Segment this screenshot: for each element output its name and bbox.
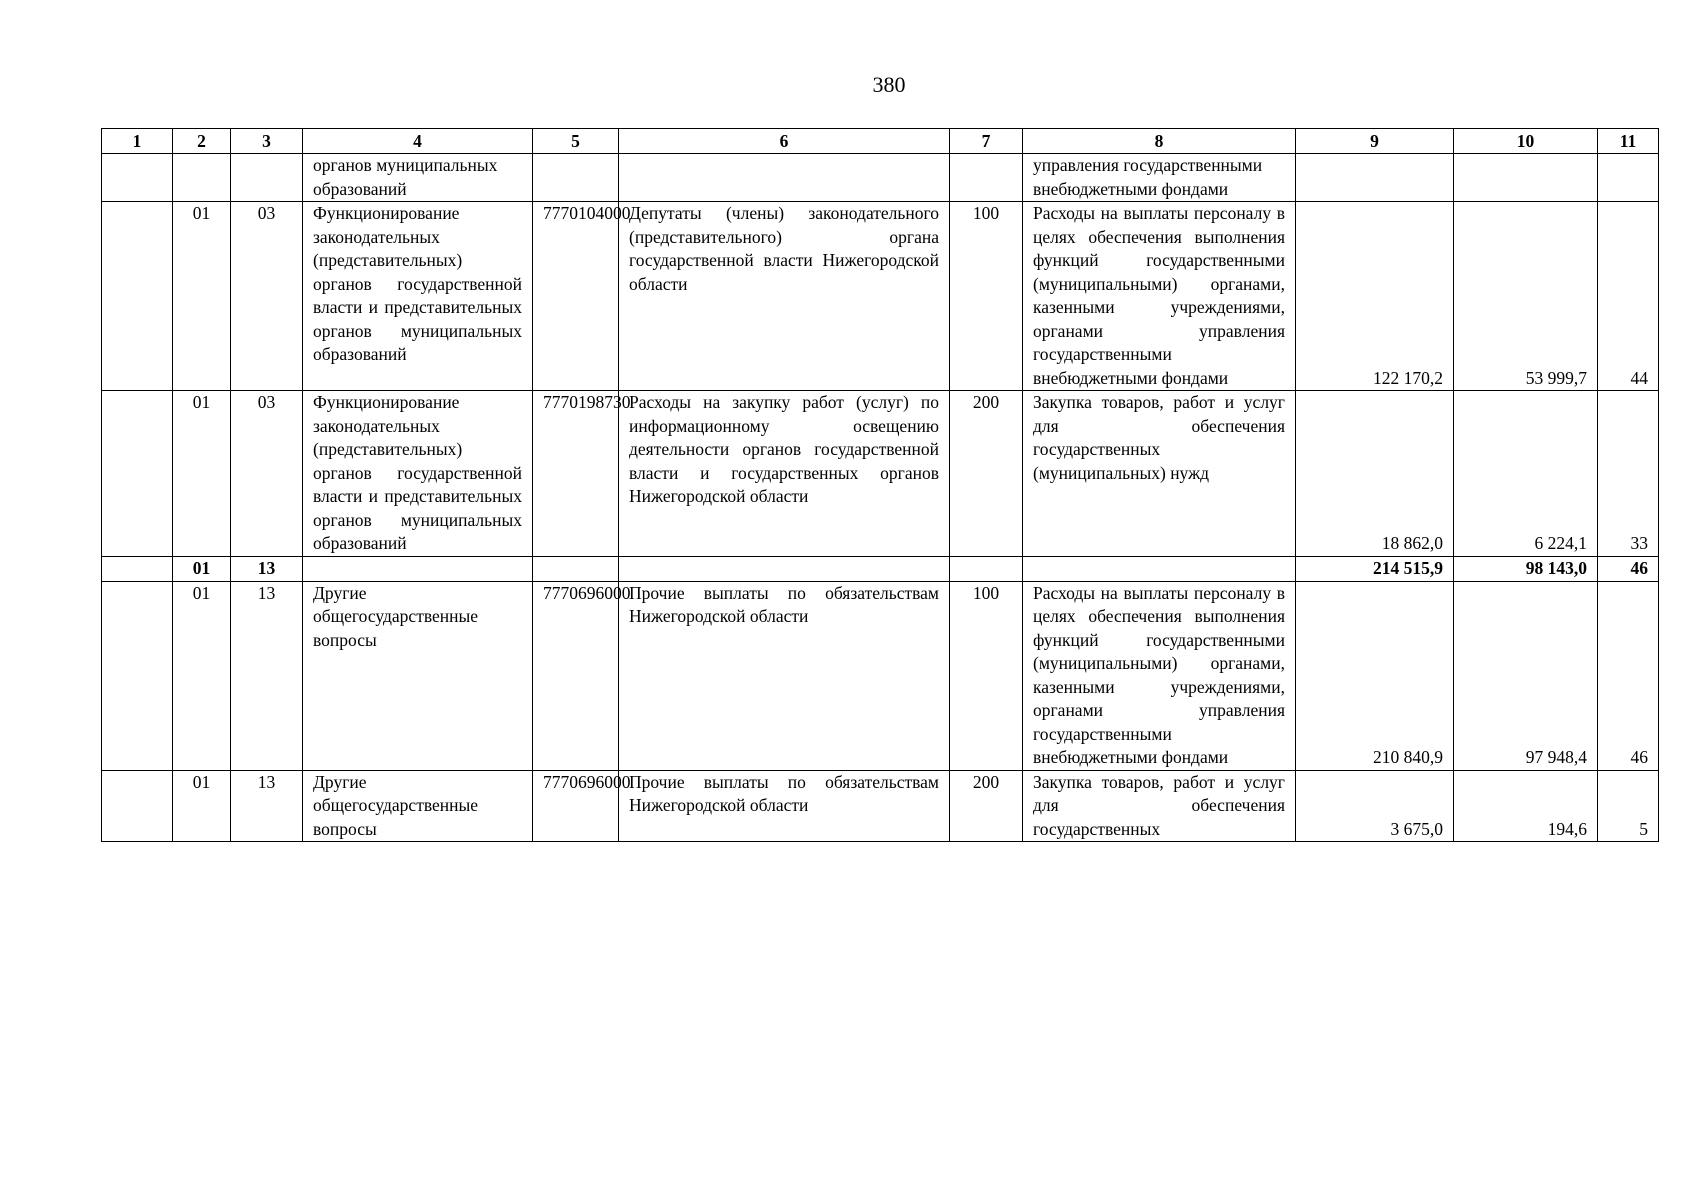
cell-expense-name [1023, 556, 1296, 581]
header-cell: 1 [102, 129, 173, 154]
cell-target-code [533, 154, 619, 202]
cell-actual: 98 143,0 [1454, 556, 1598, 581]
cell-col1 [102, 770, 173, 842]
cell-section: 01 [173, 202, 231, 391]
cell-target-code: 7770104000 [533, 202, 619, 391]
cell-target-name: Расходы на закупку работ (услуг) по информационному освещению деятельности органов государственной власти и государственных органов Нижегородской области [619, 391, 950, 557]
cell-expense-name: Закупка товаров, работ и услуг для обеспечения государственных [1023, 770, 1296, 842]
cell-target-name: Депутаты (члены) законодательного (представительного) органа государственной власти Нижегородской области [619, 202, 950, 391]
cell-subsection: 13 [231, 556, 303, 581]
header-cell: 8 [1023, 129, 1296, 154]
cell-target-code [533, 556, 619, 581]
cell-section: 01 [173, 556, 231, 581]
header-cell: 10 [1454, 129, 1598, 154]
cell-section: 01 [173, 391, 231, 557]
cell-expense-name: Расходы на выплаты персоналу в целях обеспечения выполнения функций государственными (муниципальными) органами, казенными учреждениями, органами управления государственными внебюджетными фондами [1023, 581, 1296, 770]
cell-target-code: 7770198730 [533, 391, 619, 557]
cell-expense-type [950, 154, 1023, 202]
header-cell: 4 [303, 129, 533, 154]
subtotal-row [102, 556, 1659, 581]
cell-percent: 5 [1598, 770, 1659, 842]
cell-section [173, 154, 231, 202]
cell-expense-type: 100 [950, 202, 1023, 391]
cell-expense-type: 200 [950, 770, 1023, 842]
cell-expense-name: Закупка товаров, работ и услуг для обеспечения государственных (муниципальных) нужд [1023, 391, 1296, 557]
cell-col1 [102, 581, 173, 770]
cell-expense-type: 200 [950, 391, 1023, 557]
cell-subsection: 13 [231, 770, 303, 842]
header-row [102, 129, 1659, 154]
cell-expense-type [950, 556, 1023, 581]
table-row [102, 202, 1659, 391]
header-cell: 2 [173, 129, 231, 154]
cell-target-name: Прочие выплаты по обязательствам Нижегородской области [619, 770, 950, 842]
cell-plan: 214 515,9 [1296, 556, 1454, 581]
header-cell: 7 [950, 129, 1023, 154]
cell-expense-name: Расходы на выплаты персоналу в целях обеспечения выполнения функций государственными (муниципальными) органами, казенными учреждениями, органами управления государственными внебюджетными фондами [1023, 202, 1296, 391]
cell-percent: 46 [1598, 581, 1659, 770]
header-cell: 11 [1598, 129, 1659, 154]
cell-percent: 44 [1598, 202, 1659, 391]
cell-subsection-name: органов муниципальных образований [303, 154, 533, 202]
page-number: 380 [872, 72, 906, 97]
cell-section: 01 [173, 581, 231, 770]
cell-actual: 53 999,7 [1454, 202, 1598, 391]
cell-plan: 122 170,2 [1296, 202, 1454, 391]
cell-target-code: 7770696000 [533, 770, 619, 842]
cell-percent [1598, 154, 1659, 202]
cell-actual: 6 224,1 [1454, 391, 1598, 557]
header-cell: 6 [619, 129, 950, 154]
cell-subsection: 03 [231, 202, 303, 391]
cell-percent: 33 [1598, 391, 1659, 557]
header-cell: 9 [1296, 129, 1454, 154]
cell-plan: 3 675,0 [1296, 770, 1454, 842]
cell-actual: 97 948,4 [1454, 581, 1598, 770]
cell-subsection-name [303, 556, 533, 581]
cell-subsection-name: Другие общегосударственные вопросы [303, 770, 533, 842]
cell-percent: 46 [1598, 556, 1659, 581]
header-cell: 5 [533, 129, 619, 154]
cell-actual [1454, 154, 1598, 202]
table-row [102, 391, 1659, 557]
cell-target-code: 7770696000 [533, 581, 619, 770]
cell-expense-type: 100 [950, 581, 1023, 770]
cell-subsection-name: Другие общегосударственные вопросы [303, 581, 533, 770]
cell-plan [1296, 154, 1454, 202]
cell-col1 [102, 556, 173, 581]
cell-subsection: 03 [231, 391, 303, 557]
cell-subsection: 13 [231, 581, 303, 770]
cell-subsection [231, 154, 303, 202]
cell-col1 [102, 391, 173, 557]
cell-target-name [619, 556, 950, 581]
cell-actual: 194,6 [1454, 770, 1598, 842]
table-row [102, 581, 1659, 770]
cell-target-name [619, 154, 950, 202]
table-row [102, 770, 1659, 842]
cell-subsection-name: Функционирование законодательных (представительных) органов государственной власти и представительных органов муниципальных образований [303, 391, 533, 557]
cell-target-name: Прочие выплаты по обязательствам Нижегородской области [619, 581, 950, 770]
cell-col1 [102, 202, 173, 391]
cell-subsection-name: Функционирование законодательных (представительных) органов государственной власти и представительных органов муниципальных образований [303, 202, 533, 391]
header-cell: 3 [231, 129, 303, 154]
budget-table [101, 128, 1659, 842]
cell-expense-name: управления государственными внебюджетными фондами [1023, 154, 1296, 202]
table-row [102, 154, 1659, 202]
cell-plan: 18 862,0 [1296, 391, 1454, 557]
cell-section: 01 [173, 770, 231, 842]
cell-col1 [102, 154, 173, 202]
cell-plan: 210 840,9 [1296, 581, 1454, 770]
